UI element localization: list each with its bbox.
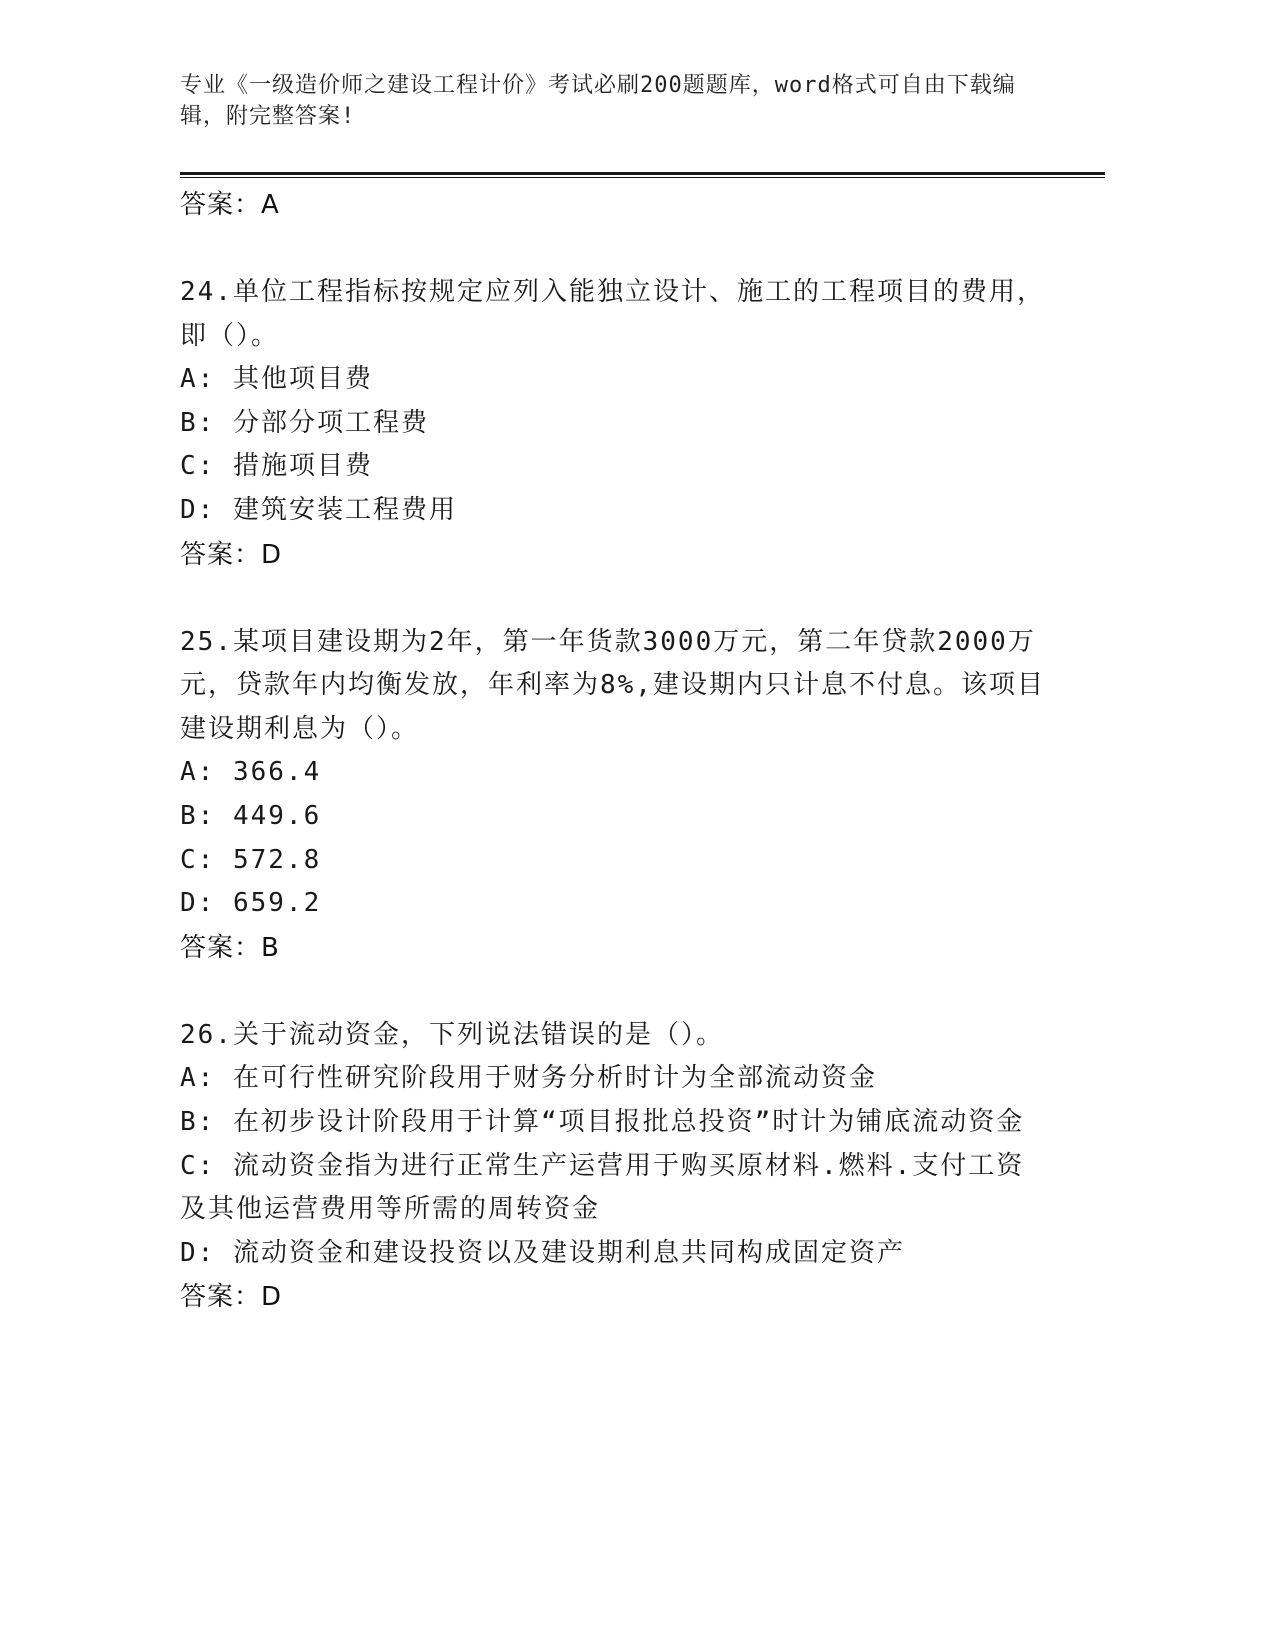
question-stem: 24.单位工程指标按规定应列入能独立设计、施工的工程项目的费用，即（）。 <box>180 277 1045 351</box>
answer-line: 答案：D <box>180 539 283 570</box>
option-b: B: 分部分项工程费 <box>180 407 429 438</box>
header-divider-thin <box>180 177 1105 178</box>
option-a: A: 366.4 <box>180 757 322 788</box>
option-a: A: 在可行性研究阶段用于财务分析时计为全部流动资金 <box>180 1063 877 1094</box>
question-stem: 25.某项目建设期为2年，第一年货款3000万元，第二年贷款2000万元，贷款年内均衡发放，年利率为8%,建设期内只计息不付息。该项目建设期利息为（）。 <box>180 626 1045 744</box>
header-divider-thick <box>180 172 1105 175</box>
previous-answer: 答案：A <box>180 190 280 220</box>
document-header-title: 专业《一级造价师之建设工程计价》考试必刷200题题库，word格式可自由下载编辑，附完整答案! <box>180 73 1016 129</box>
question-list <box>180 183 1050 1319</box>
question-24 <box>180 271 1050 577</box>
option-d: D: 流动资金和建设投资以及建设期利息共同构成固定资产 <box>180 1237 905 1268</box>
question-stem: 26.关于流动资金，下列说法错误的是（）。 <box>180 1019 724 1050</box>
answer-line: 答案：D <box>180 1282 283 1313</box>
answer-line: 答案：B <box>180 932 280 963</box>
question-26 <box>180 1014 1050 1320</box>
option-a: A: 其他项目费 <box>180 364 373 395</box>
option-b: B: 在初步设计阶段用于计算“项目报批总投资”时计为铺底流动资金 <box>180 1106 1025 1137</box>
question-25 <box>180 621 1050 970</box>
option-b: B: 449.6 <box>180 800 322 831</box>
option-c: C: 流动资金指为进行正常生产运营用于购买原材料.燃料.支付工资及其他运营费用等所需的周转资金 <box>180 1150 1025 1225</box>
option-c: C: 572.8 <box>180 844 322 875</box>
option-d: D: 建筑安装工程费用 <box>180 494 457 525</box>
option-d: D: 659.2 <box>180 888 322 919</box>
option-c: C: 措施项目费 <box>180 451 373 482</box>
